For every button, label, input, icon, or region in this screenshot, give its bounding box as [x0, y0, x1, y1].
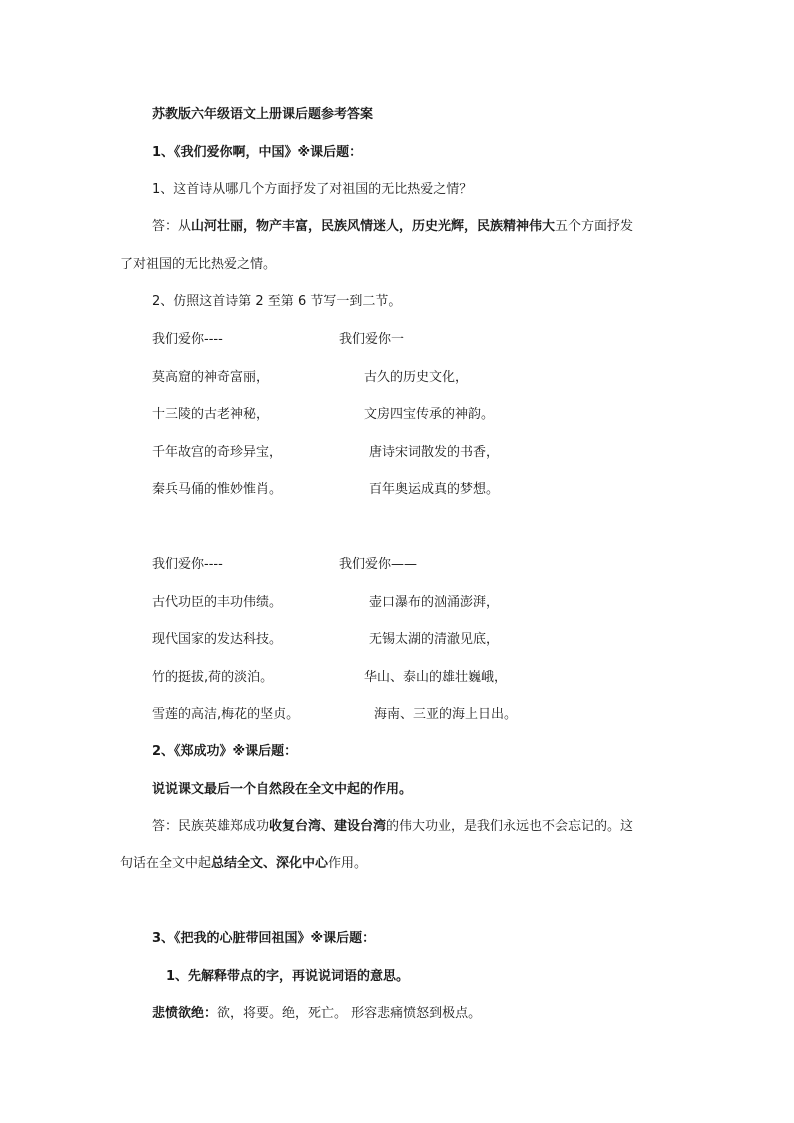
poem1-left-line: 十三陵的古老神秘， — [152, 407, 270, 422]
section-2-heading: 2、《郑成功》※课后题： — [152, 744, 298, 759]
s3-question: 1、先解释带点的字，再说说词语的意思。 — [166, 969, 410, 984]
poem2-right-line: 海南、三亚的海上日出。 — [374, 707, 518, 722]
s2-question: 说说课文最后一个自然段在全文中起的作用。 — [152, 782, 413, 797]
answer-suffix: 五个方面抒发 — [555, 219, 634, 234]
poem2-left-line: 雪莲的高洁,梅花的坚贞。 — [152, 707, 300, 722]
poem1-left-line: 我们爱你---- — [152, 332, 223, 347]
poem1-right-line: 我们爱你一 — [339, 332, 405, 347]
s1-question-2: 2、仿照这首诗第 2 至第 6 节写一到二节。 — [152, 294, 402, 309]
answer-text: 句话在全文中起 — [120, 856, 212, 871]
poem1-right-line: 百年奥运成真的梦想。 — [369, 482, 500, 497]
s2-answer — [152, 818, 633, 836]
answer-text: 作用。 — [328, 856, 368, 871]
poem2-left-line: 古代功臣的丰功伟绩。 — [152, 595, 283, 610]
answer-prefix: 答：从 — [152, 219, 192, 234]
term-definition: 欲，将要。绝，死亡。 形容悲痛愤怒到极点。 — [217, 1006, 482, 1021]
poem1-left-line: 莫高窟的神奇富丽， — [152, 370, 270, 385]
poem2-right-line: 华山、泰山的雄壮巍峨， — [364, 670, 508, 685]
poem2-left-line: 现代国家的发达科技。 — [152, 632, 283, 647]
section-1-heading: 1、《我们爱你啊，中国》※课后题： — [152, 145, 363, 160]
poem1-left-line: 秦兵马俑的惟妙惟肖。 — [152, 482, 283, 497]
poem2-left-line: 竹的挺拔,荷的淡泊。 — [152, 670, 274, 685]
poem2-left-line: 我们爱你---- — [152, 557, 223, 572]
answer-keywords: 总结全文、深化中心 — [211, 856, 329, 871]
poem2-right-line: 壶口瀑布的汹涌澎湃， — [369, 595, 500, 610]
section-3-heading: 3、《把我的心脏带回祖国》※课后题： — [152, 931, 376, 946]
poem1-right-line: 古久的历史文化， — [364, 370, 469, 385]
answer-keywords: 收复台湾、建设台湾 — [269, 819, 387, 834]
s1-question-1: 1、这首诗从哪几个方面抒发了对祖国的无比热爱之情？ — [152, 182, 473, 197]
poem2-right-line: 无锡太湖的清澈见底， — [369, 632, 500, 647]
s1-answer-1 — [152, 218, 633, 236]
doc-title: 苏教版六年级语文上册课后题参考答案 — [152, 107, 374, 122]
s2-answer-continued — [120, 855, 367, 873]
poem1-right-line: 文房四宝传承的神韵。 — [364, 407, 495, 422]
poem2-right-line: 我们爱你—— — [339, 557, 418, 572]
poem1-left-line: 千年故宫的奇珍异宝， — [152, 445, 283, 460]
poem1-right-line: 唐诗宋词散发的书香， — [369, 445, 500, 460]
answer-keywords: 山河壮丽，物产丰富，民族风情迷人，历史光辉，民族精神伟大 — [191, 219, 556, 234]
term: 悲愤欲绝： — [152, 1006, 218, 1021]
s1-answer-1-continued: 了对祖国的无比热爱之情。 — [120, 257, 277, 272]
s3-definition — [152, 1005, 481, 1023]
answer-text: 答：民族英雄郑成功 — [152, 819, 270, 834]
answer-text: 的伟大功业，是我们永远也不会忘记的。这 — [386, 819, 634, 834]
